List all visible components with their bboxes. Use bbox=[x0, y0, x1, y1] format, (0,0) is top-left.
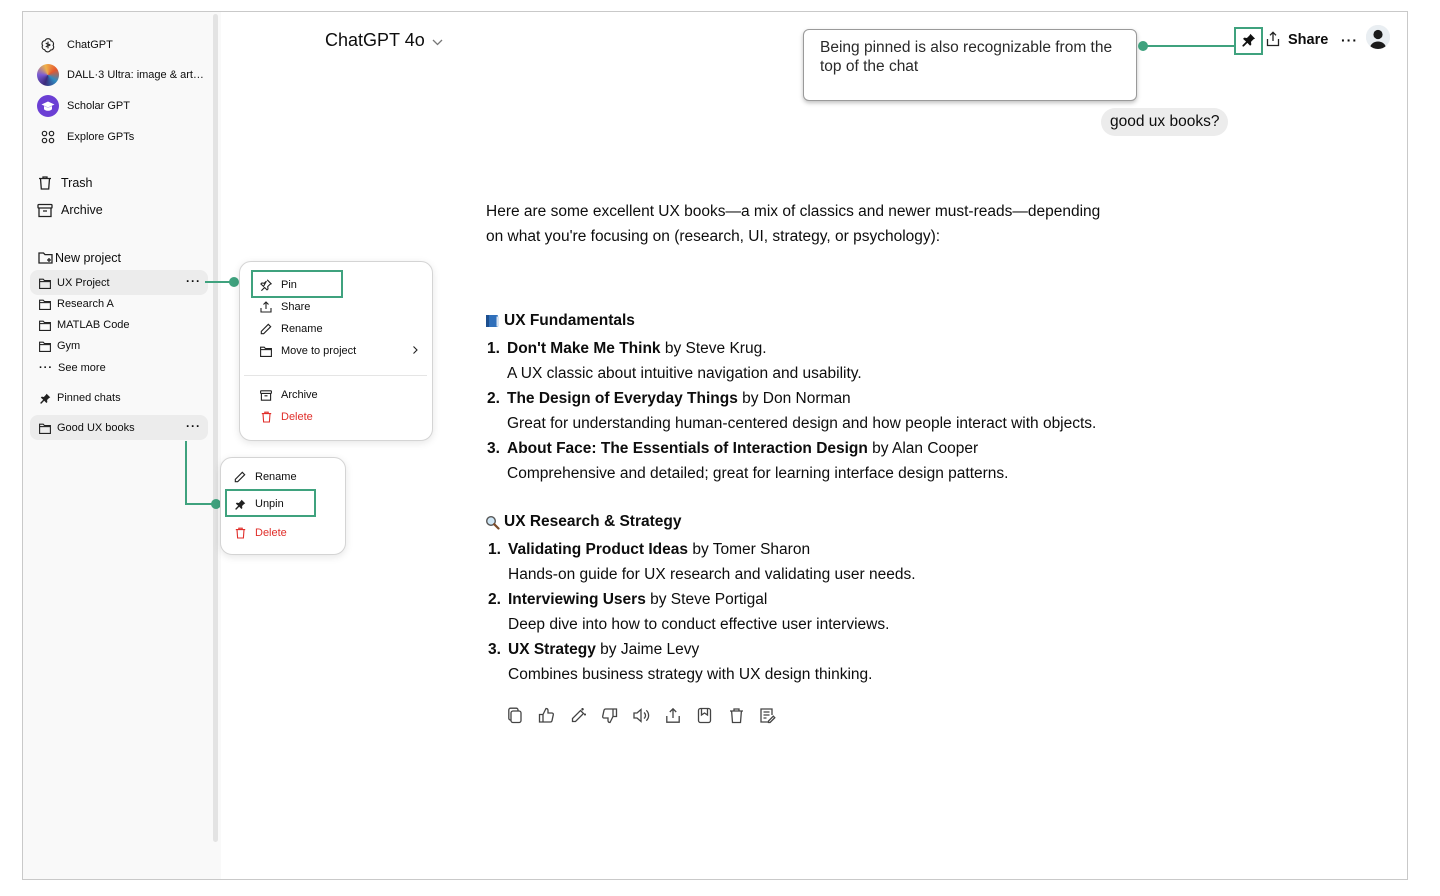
sidebar-item-label: DALL·3 Ultra: image & art… bbox=[67, 69, 204, 81]
chevron-down-icon bbox=[432, 30, 443, 51]
sidebar-item-archive[interactable] bbox=[36, 199, 103, 221]
share-icon[interactable] bbox=[1266, 31, 1280, 52]
model-name: ChatGPT 4o bbox=[325, 30, 425, 50]
book-description: Hands-on guide for UX research and validating user needs. bbox=[508, 566, 916, 583]
assistant-intro-text: Here are some excellent UX books—a mix of classics and newer must-reads—depending on what you're focusing on (research, UI, strategy, or psychology): bbox=[486, 203, 1101, 245]
book-description: Great for understanding human-centered design and how people interact with objects. bbox=[507, 415, 1097, 432]
menu-item-archive[interactable] bbox=[259, 388, 318, 402]
pencil-icon bbox=[233, 470, 247, 484]
list-item bbox=[487, 386, 851, 411]
menu-item-label: Archive bbox=[281, 389, 318, 401]
menu-item-unpin[interactable] bbox=[233, 497, 284, 511]
archive-icon bbox=[36, 199, 54, 221]
menu-item-label: Pin bbox=[281, 279, 297, 291]
pin-icon bbox=[259, 278, 273, 292]
book-title: Interviewing Users bbox=[508, 591, 646, 608]
trash-icon bbox=[233, 526, 247, 540]
list-number: 1. bbox=[488, 541, 501, 558]
callout-connector-line bbox=[185, 441, 187, 505]
book-author: by Alan Cooper bbox=[867, 440, 979, 457]
list-item bbox=[487, 436, 979, 461]
model-selector[interactable] bbox=[325, 30, 443, 51]
folder-icon bbox=[259, 344, 273, 358]
list-item bbox=[487, 336, 767, 361]
more-options-button[interactable]: ··· bbox=[1341, 32, 1358, 48]
book-description: A UX classic about intuitive navigation and usability. bbox=[507, 365, 862, 382]
menu-item-label: Move to project bbox=[281, 345, 357, 357]
list-number: 2. bbox=[487, 390, 500, 407]
menu-divider bbox=[244, 375, 427, 376]
section-title-text: UX Research & Strategy bbox=[504, 513, 682, 530]
folder-icon bbox=[38, 318, 52, 332]
section-heading bbox=[484, 312, 635, 330]
blue-book-icon bbox=[484, 313, 500, 329]
thumbs-up-icon[interactable] bbox=[538, 706, 556, 724]
sidebar-item-label: Archive bbox=[61, 203, 103, 217]
user-message-text: good ux books? bbox=[1110, 113, 1220, 130]
sidebar-item-label: Explore GPTs bbox=[67, 131, 135, 143]
project-label: MATLAB Code bbox=[57, 319, 130, 331]
new-project-label: New project bbox=[55, 251, 121, 265]
menu-item-pin[interactable] bbox=[259, 278, 297, 292]
user-message-bubble bbox=[1101, 108, 1228, 136]
book-title: Don't Make Me Think bbox=[507, 340, 661, 357]
sidebar-item-label: Scholar GPT bbox=[67, 100, 130, 112]
list-number: 3. bbox=[487, 440, 500, 457]
project-ux-project[interactable] bbox=[38, 276, 110, 290]
notes-icon[interactable] bbox=[759, 706, 777, 724]
section-heading bbox=[484, 513, 681, 531]
edit-sparkle-icon[interactable] bbox=[569, 706, 587, 724]
openai-logo-icon bbox=[37, 34, 59, 56]
share-icon bbox=[259, 300, 273, 314]
sidebar-item-trash[interactable] bbox=[36, 172, 93, 194]
project-label: Research A bbox=[57, 298, 114, 310]
folder-icon bbox=[38, 339, 52, 353]
book-title: About Face: The Essentials of Interaction Design bbox=[507, 440, 868, 457]
thumbs-down-icon[interactable] bbox=[601, 706, 619, 724]
grid-icon bbox=[37, 126, 59, 148]
see-more-label: See more bbox=[58, 362, 106, 374]
menu-item-move-to-project[interactable] bbox=[259, 344, 419, 358]
menu-item-label: Rename bbox=[255, 471, 297, 483]
book-author: by Steve Portigal bbox=[645, 591, 768, 608]
menu-item-rename[interactable] bbox=[233, 470, 297, 484]
book-description: Comprehensive and detailed; great for learning interface design patterns. bbox=[507, 465, 1009, 482]
menu-item-label: Rename bbox=[281, 323, 323, 335]
section-title-text: UX Fundamentals bbox=[504, 312, 635, 329]
new-project-button[interactable] bbox=[37, 247, 121, 269]
list-number: 3. bbox=[488, 641, 501, 658]
bookmark-icon[interactable] bbox=[696, 706, 714, 724]
sidebar-item-label: Trash bbox=[61, 176, 93, 190]
pin-filled-icon bbox=[233, 497, 247, 511]
sidebar-item-scholar-gpt[interactable] bbox=[37, 95, 130, 117]
book-title: Validating Product Ideas bbox=[508, 541, 689, 558]
speaker-icon[interactable] bbox=[632, 706, 650, 724]
project-matlab-code[interactable] bbox=[38, 318, 130, 332]
scholar-avatar-icon bbox=[37, 95, 59, 117]
ellipsis-icon: ··· bbox=[39, 362, 53, 374]
copy-icon[interactable] bbox=[506, 706, 524, 724]
trash-icon bbox=[36, 172, 54, 194]
folder-icon bbox=[38, 276, 52, 290]
sidebar-item-explore-gpts[interactable] bbox=[37, 126, 134, 148]
pinned-chat-more-button[interactable]: ··· bbox=[186, 419, 201, 433]
sidebar-item-chatgpt[interactable] bbox=[37, 34, 113, 56]
callout-connector-dot bbox=[229, 277, 239, 287]
folder-icon bbox=[38, 297, 52, 311]
list-number: 1. bbox=[487, 340, 500, 357]
menu-item-rename[interactable] bbox=[259, 322, 323, 336]
list-item bbox=[488, 537, 811, 562]
book-title: The Design of Everyday Things bbox=[507, 390, 738, 407]
book-author: by Steve Krug. bbox=[660, 340, 767, 357]
menu-item-label: Unpin bbox=[255, 498, 284, 510]
list-item bbox=[488, 637, 700, 662]
project-research-a[interactable] bbox=[38, 297, 114, 311]
menu-item-share[interactable] bbox=[259, 300, 310, 314]
annotation-text: Being pinned is also recognizable from the top of the chat bbox=[820, 39, 1113, 75]
book-description: Combines business strategy with UX design thinking. bbox=[508, 666, 873, 683]
menu-item-delete[interactable] bbox=[259, 410, 313, 424]
book-title: UX Strategy bbox=[508, 641, 596, 658]
project-label: UX Project bbox=[57, 277, 110, 289]
book-description: Deep dive into how to conduct effective user interviews. bbox=[508, 616, 890, 633]
archive-icon bbox=[259, 388, 273, 402]
pinned-chats-header bbox=[38, 391, 121, 405]
folder-plus-icon bbox=[37, 247, 53, 269]
callout-connector-line bbox=[1143, 45, 1235, 47]
chevron-right-icon bbox=[411, 345, 419, 358]
project-label: Gym bbox=[57, 340, 81, 352]
folder-icon bbox=[38, 421, 52, 435]
menu-item-delete[interactable] bbox=[233, 526, 287, 540]
menu-item-label: Delete bbox=[281, 411, 313, 423]
message-actions bbox=[506, 706, 790, 724]
pinned-chat-good-ux-books[interactable] bbox=[38, 421, 135, 435]
pencil-icon bbox=[259, 322, 273, 336]
magnifier-icon bbox=[484, 514, 500, 530]
menu-item-label: Delete bbox=[255, 527, 287, 539]
sidebar-scrollbar[interactable] bbox=[213, 14, 218, 842]
pinned-chat-label: Good UX books bbox=[57, 422, 135, 434]
share-icon[interactable] bbox=[664, 706, 682, 724]
see-more-button[interactable] bbox=[39, 362, 106, 374]
pinned-indicator-icon[interactable] bbox=[1242, 33, 1256, 52]
list-item bbox=[488, 587, 768, 612]
trash-icon[interactable] bbox=[727, 706, 745, 724]
share-button[interactable]: Share bbox=[1288, 32, 1329, 48]
list-number: 2. bbox=[488, 591, 501, 608]
project-more-button[interactable]: ··· bbox=[186, 274, 201, 288]
pinned-chats-label: Pinned chats bbox=[57, 392, 121, 404]
avatar[interactable] bbox=[1366, 25, 1390, 49]
sidebar-item-label: ChatGPT bbox=[67, 39, 113, 51]
menu-item-label: Share bbox=[281, 301, 311, 313]
dalle-avatar-icon bbox=[37, 64, 59, 86]
pin-filled-icon bbox=[38, 391, 52, 405]
trash-icon bbox=[259, 410, 273, 424]
sidebar-item-dalle[interactable] bbox=[37, 64, 204, 86]
book-author: by Don Norman bbox=[737, 390, 851, 407]
project-gym[interactable] bbox=[38, 339, 80, 353]
annotation-callout bbox=[803, 29, 1137, 101]
book-author: by Jaime Levy bbox=[595, 641, 700, 658]
book-author: by Tomer Sharon bbox=[688, 541, 811, 558]
